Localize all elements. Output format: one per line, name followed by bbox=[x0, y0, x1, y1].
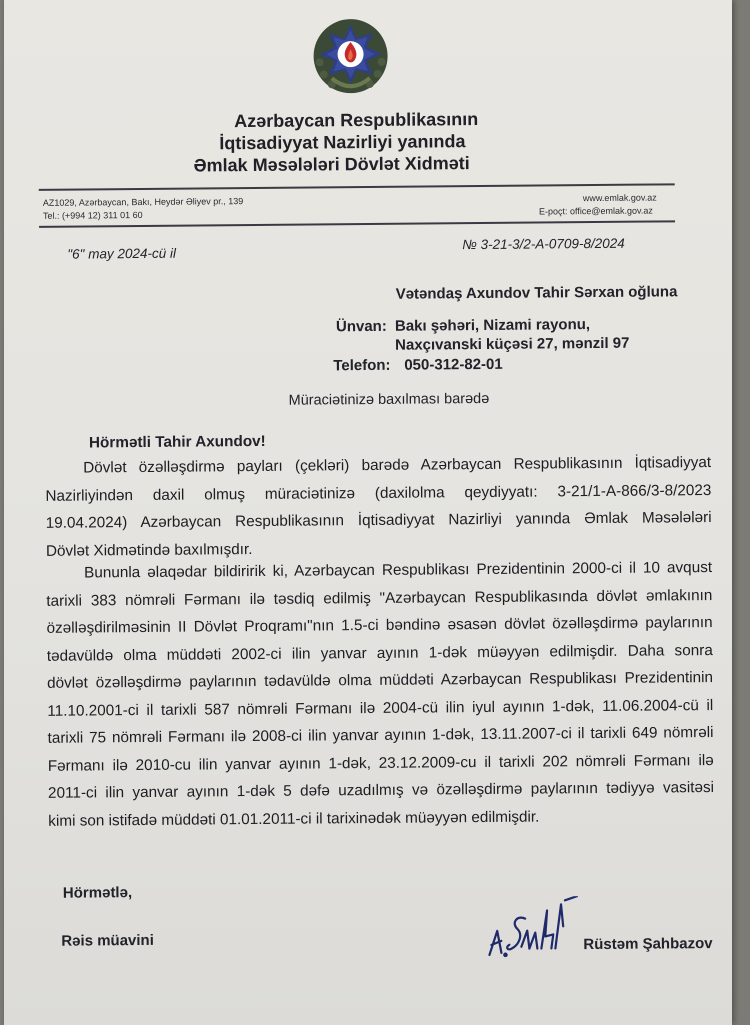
paragraph-1 bbox=[45, 454, 712, 570]
paragraph-line: Bununla əlaqədar bildiririk ki, Azərbaycan Respublikası Prezidentinin 2000-ci il 10 avqust bbox=[84, 559, 713, 582]
ministry-name-line3: Əmlak Məsələləri Dövlət Xidməti bbox=[193, 153, 470, 176]
paragraph-line: 11.10.2001-ci il tarixli 587 nömrəli Fərmanı ilə 2004-cü ilin iyul ayının 1-dək, 11.06.2004-cü il bbox=[47, 696, 714, 720]
recipient-address-line2: Naxçıvanski küçəsi 27, mənzil 97 bbox=[395, 334, 630, 354]
recipient-phone-label: Telefon: bbox=[333, 356, 391, 375]
paragraph-line: tədavüldə olma müddəti 2002-ci ilin yanvar ayının 1-dək müəyyən edilmişdir. Daha sonra bbox=[46, 641, 713, 665]
letter-page bbox=[4, 0, 732, 1025]
paragraph-line: Nazirliyindən daxil olmuş müraciətinizə (daxilolma qeydiyyatı: 3-21/1-A-866/3-8/2023 bbox=[45, 481, 712, 505]
letter-date: "6" may 2024-cü il bbox=[67, 245, 177, 262]
paragraph-line: kimi son istifadə müddəti 01.01.2011-ci il tarixinədək müəyyən edilmişdir. bbox=[48, 808, 540, 830]
signatory-title: Rəis müavini bbox=[61, 931, 154, 950]
state-emblem-icon bbox=[311, 16, 390, 97]
ministry-name-line2: İqtisadiyyat Nazirliyi yanında bbox=[219, 131, 466, 154]
paragraph-line: tarixli 383 nömrəli Fərmanı ilə təsdiq edilmiş "Azərbaycan Respublikasında dövlət əmlakının bbox=[46, 586, 713, 610]
closing-salutation: Hörmətlə, bbox=[62, 884, 133, 902]
letterhead-address: AZ1029, Azərbaycan, Bakı, Heydər Əliyev pr., 139 bbox=[42, 196, 244, 208]
recipient-phone: 050-312-82-01 bbox=[404, 355, 503, 374]
paragraph-line: Fərmanı ilə 2010-cu ilin yanvar ayının 1-dək, 23.12.2009-cu il tarixli 202 nömrəli Fərmanı ilə bbox=[47, 751, 714, 775]
paragraph-2 bbox=[46, 559, 714, 840]
signatory-name: Rüstəm Şahbazov bbox=[583, 935, 713, 954]
letter-reference-number: № 3-21-3/2-A-0709-8/2024 bbox=[462, 235, 625, 253]
paragraph-line: 19.04.2024) Azərbaycan Respublikasının İqtisadiyyat Nazirliyi yanında Əmlak Məsələləri bbox=[45, 509, 712, 532]
paragraph-line: 2011-ci ilin yanvar ayının 1-dək 5 dəfə uzadılmış və özəlləşdirmə paylarının tədiyyə vasitəsi bbox=[47, 779, 715, 802]
letterhead-email: E-poçt: office@emlak.gov.az bbox=[538, 205, 653, 217]
letter-content bbox=[4, 0, 732, 1025]
letterhead-rule-top bbox=[39, 183, 675, 191]
recipient-address-label: Ünvan: bbox=[335, 317, 387, 336]
paragraph-line: Dövlət özəlləşdirmə payları (çekləri) barədə Azərbaycan Respublikasının İqtisadiyyat bbox=[83, 454, 712, 477]
signature-image bbox=[481, 896, 582, 967]
letterhead-website: www.emlak.gov.az bbox=[582, 192, 657, 204]
paragraph-line: dövlət özəlləşdirmə paylarının tədavüldə olma müddəti Azərbaycan Respublikası Prezidentinin bbox=[46, 669, 714, 692]
letter-subject: Müraciətinizə baxılması barədə bbox=[288, 390, 490, 409]
letter-greeting: Hörmətli Tahir Axundov! bbox=[88, 432, 266, 452]
paragraph-line: Dövlət Xidmətində baxılmışdır. bbox=[45, 540, 253, 560]
letterhead-rule-bottom bbox=[39, 220, 675, 227]
recipient-address-line1: Bakı şəhəri, Nizami rayonu, bbox=[394, 316, 591, 335]
recipient-name: Vətəndaş Axundov Tahir Sərxan oğluna bbox=[395, 283, 678, 303]
letterhead-phone: Tel.: (+994 12) 311 01 60 bbox=[42, 209, 143, 221]
paragraph-line: özəlləşdirilməsinin II Dövlət Proqramı"nın 1.5-ci bəndinə əsasən dövlət özəlləşdirmə paylarının bbox=[46, 614, 713, 637]
paragraph-line: tarixli 75 nömrəli Fərmanı ilə 2008-ci ilin yanvar ayının 1-dək, 13.11.2007-ci il tarixli 649 nömrəli bbox=[47, 724, 714, 747]
ministry-name-line1: Azərbaycan Respublikasının bbox=[234, 109, 479, 132]
